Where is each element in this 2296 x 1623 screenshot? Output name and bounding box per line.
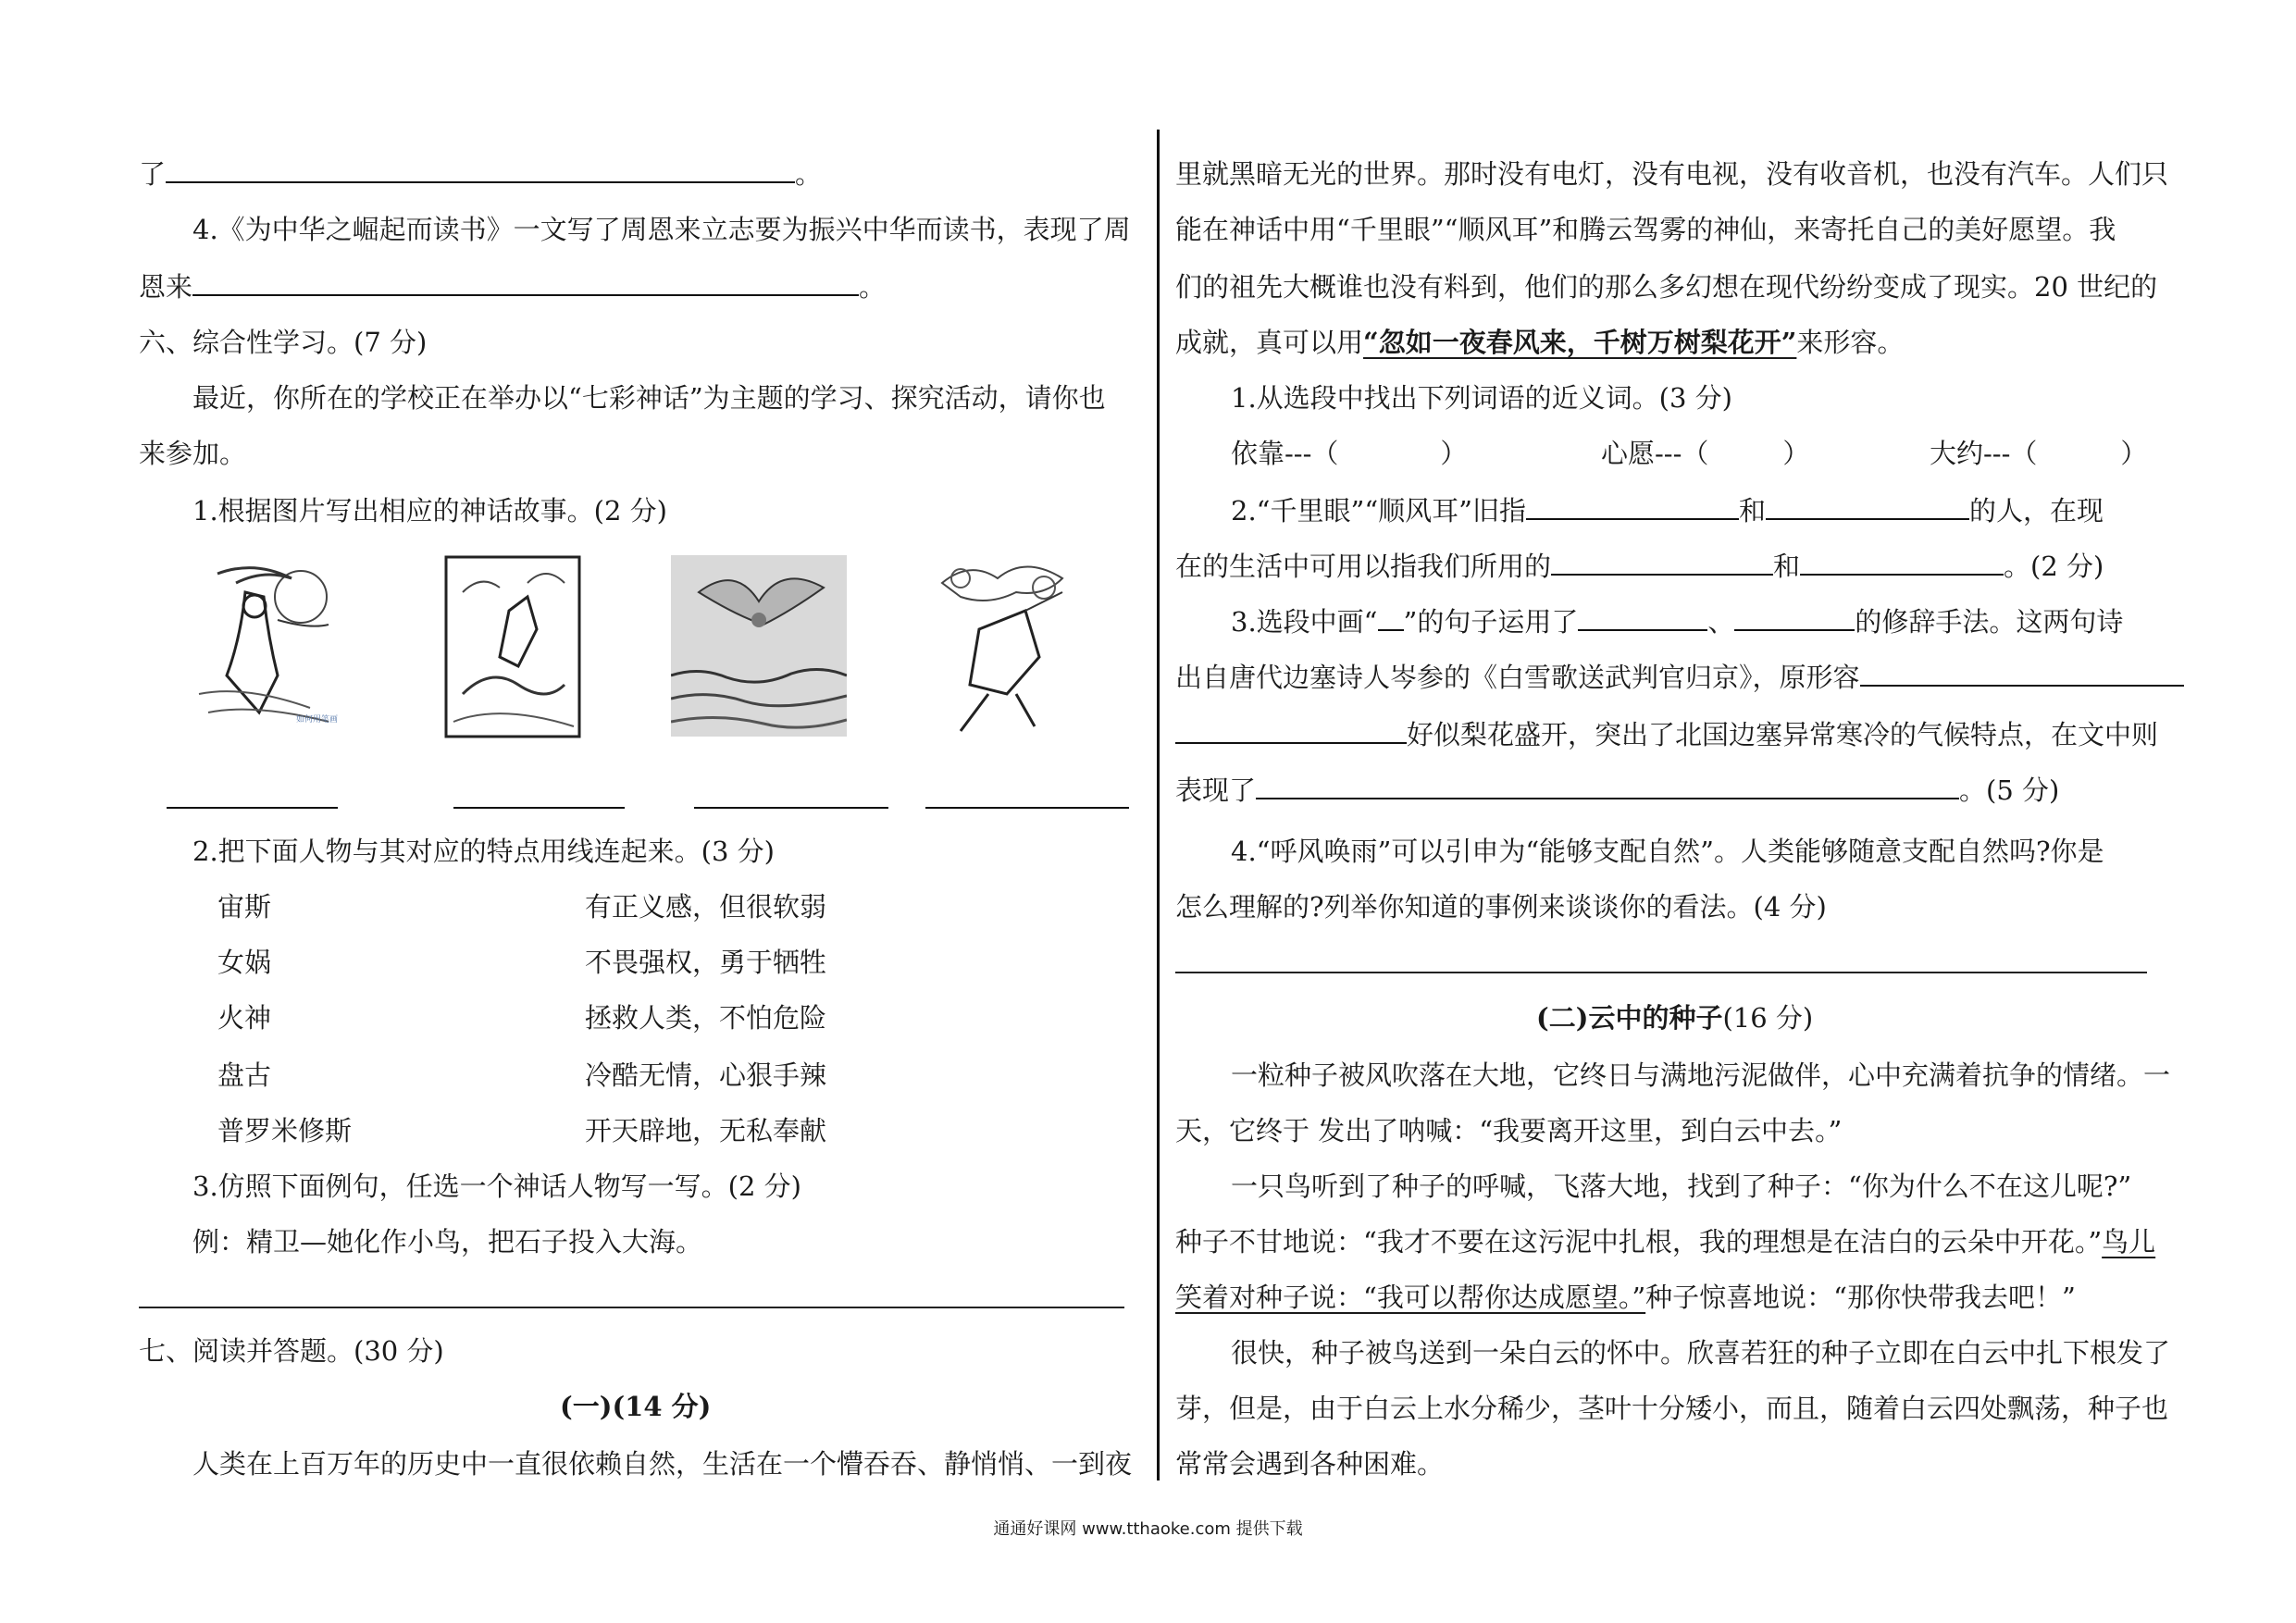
underlined-sentence: 鸟儿: [2102, 1226, 2156, 1258]
answer-blank[interactable]: [166, 155, 795, 183]
part-1-title: (一)(14 分): [560, 1391, 712, 1422]
myth-image-3: [671, 555, 847, 737]
part-2-title: (二)云中的种子(16 分): [1536, 1002, 1814, 1034]
synonym-3: 大约---（ ）: [1930, 438, 2148, 469]
question-3: 3.仿照下面例句，任选一个神话人物写一写。(2 分): [192, 1171, 801, 1202]
section-6-intro-cont: 来参加。: [139, 438, 247, 469]
question-2-cont: 在的生活中可用以指我们所用的 和 。(2 分): [1175, 548, 2104, 585]
answer-blank[interactable]: [1800, 548, 2004, 576]
question-1: 1.从选段中找出下列词语的近义词。(3 分): [1231, 382, 1732, 414]
match-left-item: 火神: [217, 1002, 272, 1034]
match-left-item: 宙斯: [217, 891, 272, 923]
synonym-2: 心愿---（ ）: [1601, 438, 1810, 469]
match-right-item: 开天辟地，无私奉献: [585, 1115, 827, 1146]
answer-blank-1[interactable]: [167, 807, 338, 809]
story-line: 常常会遇到各种困难。: [1175, 1448, 1445, 1480]
answer-blank[interactable]: [1734, 603, 1855, 631]
story-line: 一只鸟听到了种子的呼喊，飞落大地，找到了种子：“你为什么不在这儿呢?”: [1231, 1171, 2132, 1202]
answer-line[interactable]: [1175, 972, 2147, 973]
answer-blank[interactable]: [192, 268, 859, 296]
answer-blank-4[interactable]: [925, 807, 1129, 809]
match-right-item: 不畏强权，勇于牺牲: [585, 947, 827, 978]
question-3-cont: 出自唐代边塞诗人岑参的《白雪歌送武判官归京》，原形容: [1175, 659, 2184, 696]
section-6-intro: 最近，你所在的学校正在举办以“七彩神话”为主题的学习、探究活动，请你也: [192, 382, 1106, 414]
story-line: 很快，种子被鸟送到一朵白云的怀中。欣喜若狂的种子立即在白云中扎下根发了: [1231, 1337, 2171, 1369]
question-4-line2: 恩来 。: [139, 268, 886, 305]
match-left-item: 盘古: [217, 1059, 272, 1091]
passage-start: 人类在上百万年的历史中一直很依赖自然，生活在一个懵吞吞、静悄悄、一到夜: [192, 1448, 1133, 1480]
question-3: 3.选段中画“ ”的句子运用了 、 的修辞手法。这两句诗: [1231, 603, 2123, 640]
watermark-text: 如何用笔画: [296, 715, 339, 725]
column-divider: [1157, 130, 1160, 1481]
story-line: 芽，但是，由于白云上水分稀少，茎叶十分矮小，而且，随着白云四处飘荡，种子也: [1175, 1393, 2169, 1424]
match-left-item: 女娲: [217, 947, 272, 978]
story-line: 一粒种子被风吹落在大地，它终日与满地污泥做伴，心中充满着抗争的情绪。一: [1231, 1059, 2171, 1091]
passage-line: 里就黑暗无光的世界。那时没有电灯，没有电视，没有收音机，也没有汽车。人们只: [1175, 158, 2169, 190]
section-7-title: 七、阅读并答题。(30 分): [139, 1335, 444, 1367]
passage-line: 能在神话中用“千里眼”“顺风耳”和腾云驾雾的神仙，来寄托自己的美好愿望。我: [1175, 214, 2116, 245]
question-4: 4.“呼风唤雨”可以引申为“能够支配自然”。人类能够随意支配自然吗?你是: [1231, 836, 2104, 867]
match-left-item: 普罗米修斯: [217, 1115, 353, 1146]
section-6-title: 六、综合性学习。(7 分): [139, 327, 428, 358]
answer-blank-2[interactable]: [453, 807, 625, 809]
myth-image-4: [924, 555, 1079, 738]
story-line: 笑着对种子说：“我可以帮你达成愿望。”种子惊喜地说：“那你快带我去吧！”: [1175, 1282, 2076, 1313]
answer-blank[interactable]: [1175, 716, 1407, 744]
story-line: 天，它终于 发出了呐喊：“我要离开这里，到白云中去。”: [1175, 1115, 1843, 1146]
underlined-sentence: “忽如一夜春风来，千树万树梨花开”: [1363, 327, 1797, 358]
passage-line: 们的祖先大概谁也没有料到，他们的那么多幻想在现代纷纷变成了现实。20 世纪的: [1175, 271, 2158, 303]
question-4-line1: 4.《为中华之崛起而读书》一文写了周恩来立志要为振兴中华而读书，表现了周: [192, 214, 1131, 245]
match-right-item: 冷酷无情，心狠手辣: [585, 1059, 827, 1091]
match-right-item: 拯救人类，不怕危险: [585, 1002, 827, 1034]
question-2: 2.“千里眼”“顺风耳”旧指 和 的人，在现: [1231, 492, 2104, 529]
question-2: 2.把下面人物与其对应的特点用线连起来。(3 分): [192, 836, 775, 867]
answer-blank[interactable]: [1526, 492, 1739, 520]
match-right-item: 有正义感，但很软弱: [585, 891, 827, 923]
question-3-example: 例：精卫—她化作小鸟，把石子投入大海。: [192, 1226, 703, 1258]
continuation-line: 了 。: [139, 155, 822, 192]
underlined-sentence: 笑着对种子说：“我可以帮你达成愿望。”: [1175, 1282, 1646, 1313]
answer-blank-3[interactable]: [694, 807, 888, 809]
myth-image-2: [444, 555, 581, 738]
answer-blank[interactable]: [1551, 548, 1773, 576]
story-line: 种子不甘地说：“我才不要在这污泥中扎根，我的理想是在洁白的云朵中开花。”鸟儿: [1175, 1226, 2156, 1258]
underline-mark: [1378, 603, 1404, 631]
question-1: 1.根据图片写出相应的神话故事。(2 分): [192, 495, 667, 527]
answer-blank[interactable]: [1256, 772, 1959, 799]
footer-credit: 通通好课网 www.tthaoke.com 提供下载: [993, 1519, 1303, 1539]
answer-blank[interactable]: [1578, 603, 1707, 631]
myth-image-1: [190, 555, 338, 731]
passage-line: 成就，真可以用“忽如一夜春风来，千树万树梨花开”来形容。: [1175, 327, 1905, 358]
synonym-1: 依靠---（ ）: [1231, 438, 1468, 469]
answer-blank[interactable]: [1860, 659, 2184, 687]
question-3-cont: 好似梨花盛开，突出了北国边塞异常寒冷的气候特点，在文中则: [1175, 716, 2158, 753]
answer-line[interactable]: [139, 1307, 1124, 1308]
question-4-cont: 怎么理解的?列举你知道的事例来谈谈你的看法。(4 分): [1175, 891, 1827, 923]
question-3-cont: 表现了 。(5 分): [1175, 772, 2059, 809]
answer-blank[interactable]: [1766, 492, 1969, 520]
